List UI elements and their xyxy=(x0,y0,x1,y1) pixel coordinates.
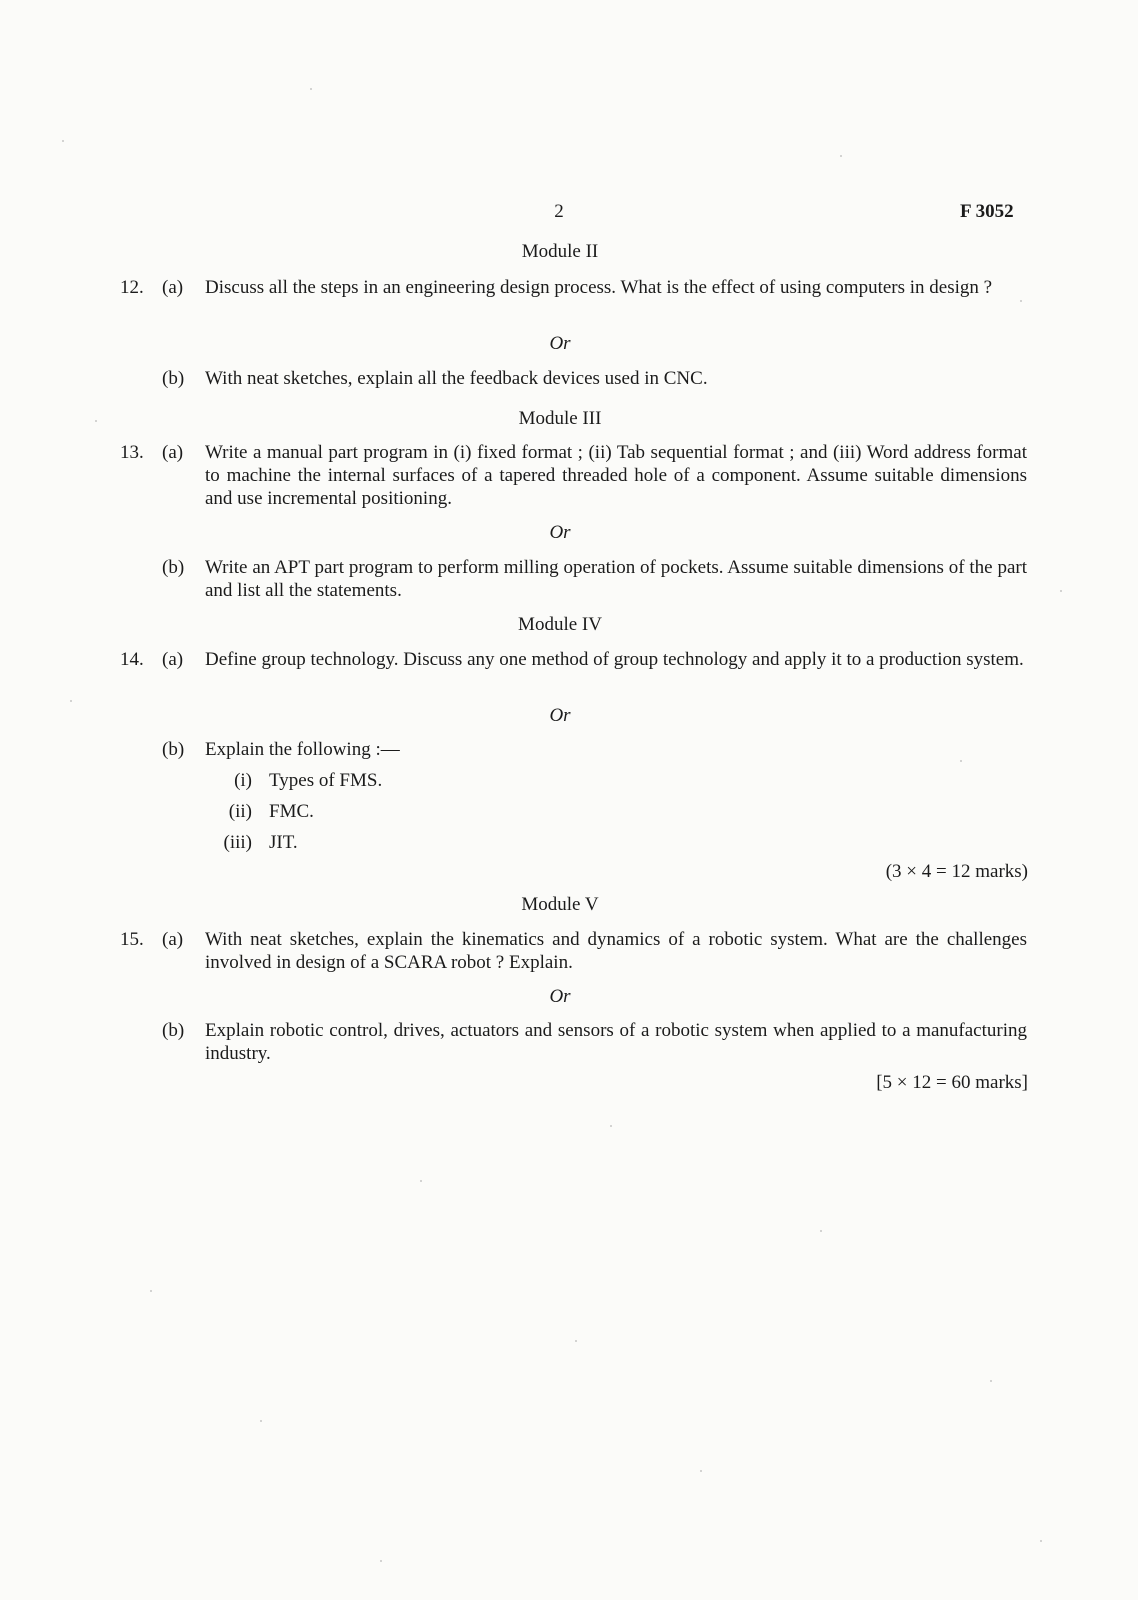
sub-item-text: JIT. xyxy=(269,832,298,853)
question-number: 15. xyxy=(120,929,144,950)
or-separator: Or xyxy=(549,705,571,726)
or-separator: Or xyxy=(549,333,571,354)
question-number: 14. xyxy=(120,649,144,670)
total-marks: [5 × 12 = 60 marks] xyxy=(876,1072,1028,1093)
module-heading: Module IV xyxy=(518,614,602,635)
question-text: With neat sketches, explain the kinematics and dynamics of a robotic system. What are the challenges involved in design of a SCARA robot ? Explain. xyxy=(205,929,1027,973)
page-number: 2 xyxy=(554,201,564,222)
sub-item-label: (iii) xyxy=(223,832,252,853)
paper-code: F 3052 xyxy=(960,201,1014,222)
sub-item-text: Types of FMS. xyxy=(269,770,383,791)
question-text: Define group technology. Discuss any one method of group technology and apply it to a production system. xyxy=(205,649,1024,670)
question-text: Write an APT part program to perform milling operation of pockets. Assume suitable dimensions of the part and list all the statements. xyxy=(205,557,1027,601)
module-heading: Module III xyxy=(518,408,602,429)
sub-item-text: FMC. xyxy=(269,801,314,822)
module-heading: Module II xyxy=(521,241,599,262)
question-text: Discuss all the steps in an engineering design process. What is the effect of using computers in design ? xyxy=(205,277,993,298)
sub-item-label: (i) xyxy=(234,770,252,791)
part-label: (a) xyxy=(162,929,184,950)
question-text: With neat sketches, explain all the feedback devices used in CNC. xyxy=(205,368,708,389)
marks-note: (3 × 4 = 12 marks) xyxy=(885,861,1028,882)
question-text: Explain the following :— xyxy=(205,739,400,760)
part-label: (a) xyxy=(162,277,184,298)
part-label: (a) xyxy=(162,442,184,463)
part-label: (a) xyxy=(162,649,184,670)
part-label: (b) xyxy=(162,739,185,760)
or-separator: Or xyxy=(549,986,571,1007)
module-heading: Module V xyxy=(521,894,599,915)
part-label: (b) xyxy=(162,1020,185,1041)
question-text: Explain robotic control, drives, actuators and sensors of a robotic system when applied to a manufacturing industry. xyxy=(205,1020,1027,1064)
part-label: (b) xyxy=(162,557,185,578)
question-number: 13. xyxy=(120,442,144,463)
question-text: Write a manual part program in (i) fixed format ; (ii) Tab sequential format ; and (iii) Word address format to machine the internal surfaces of a tapered threaded hole of a component. Assume suitable dimensions and use incremental positioning. xyxy=(205,442,1027,509)
part-label: (b) xyxy=(162,368,185,389)
question-number: 12. xyxy=(120,277,144,298)
sub-item-label: (ii) xyxy=(228,801,252,822)
or-separator: Or xyxy=(549,522,571,543)
